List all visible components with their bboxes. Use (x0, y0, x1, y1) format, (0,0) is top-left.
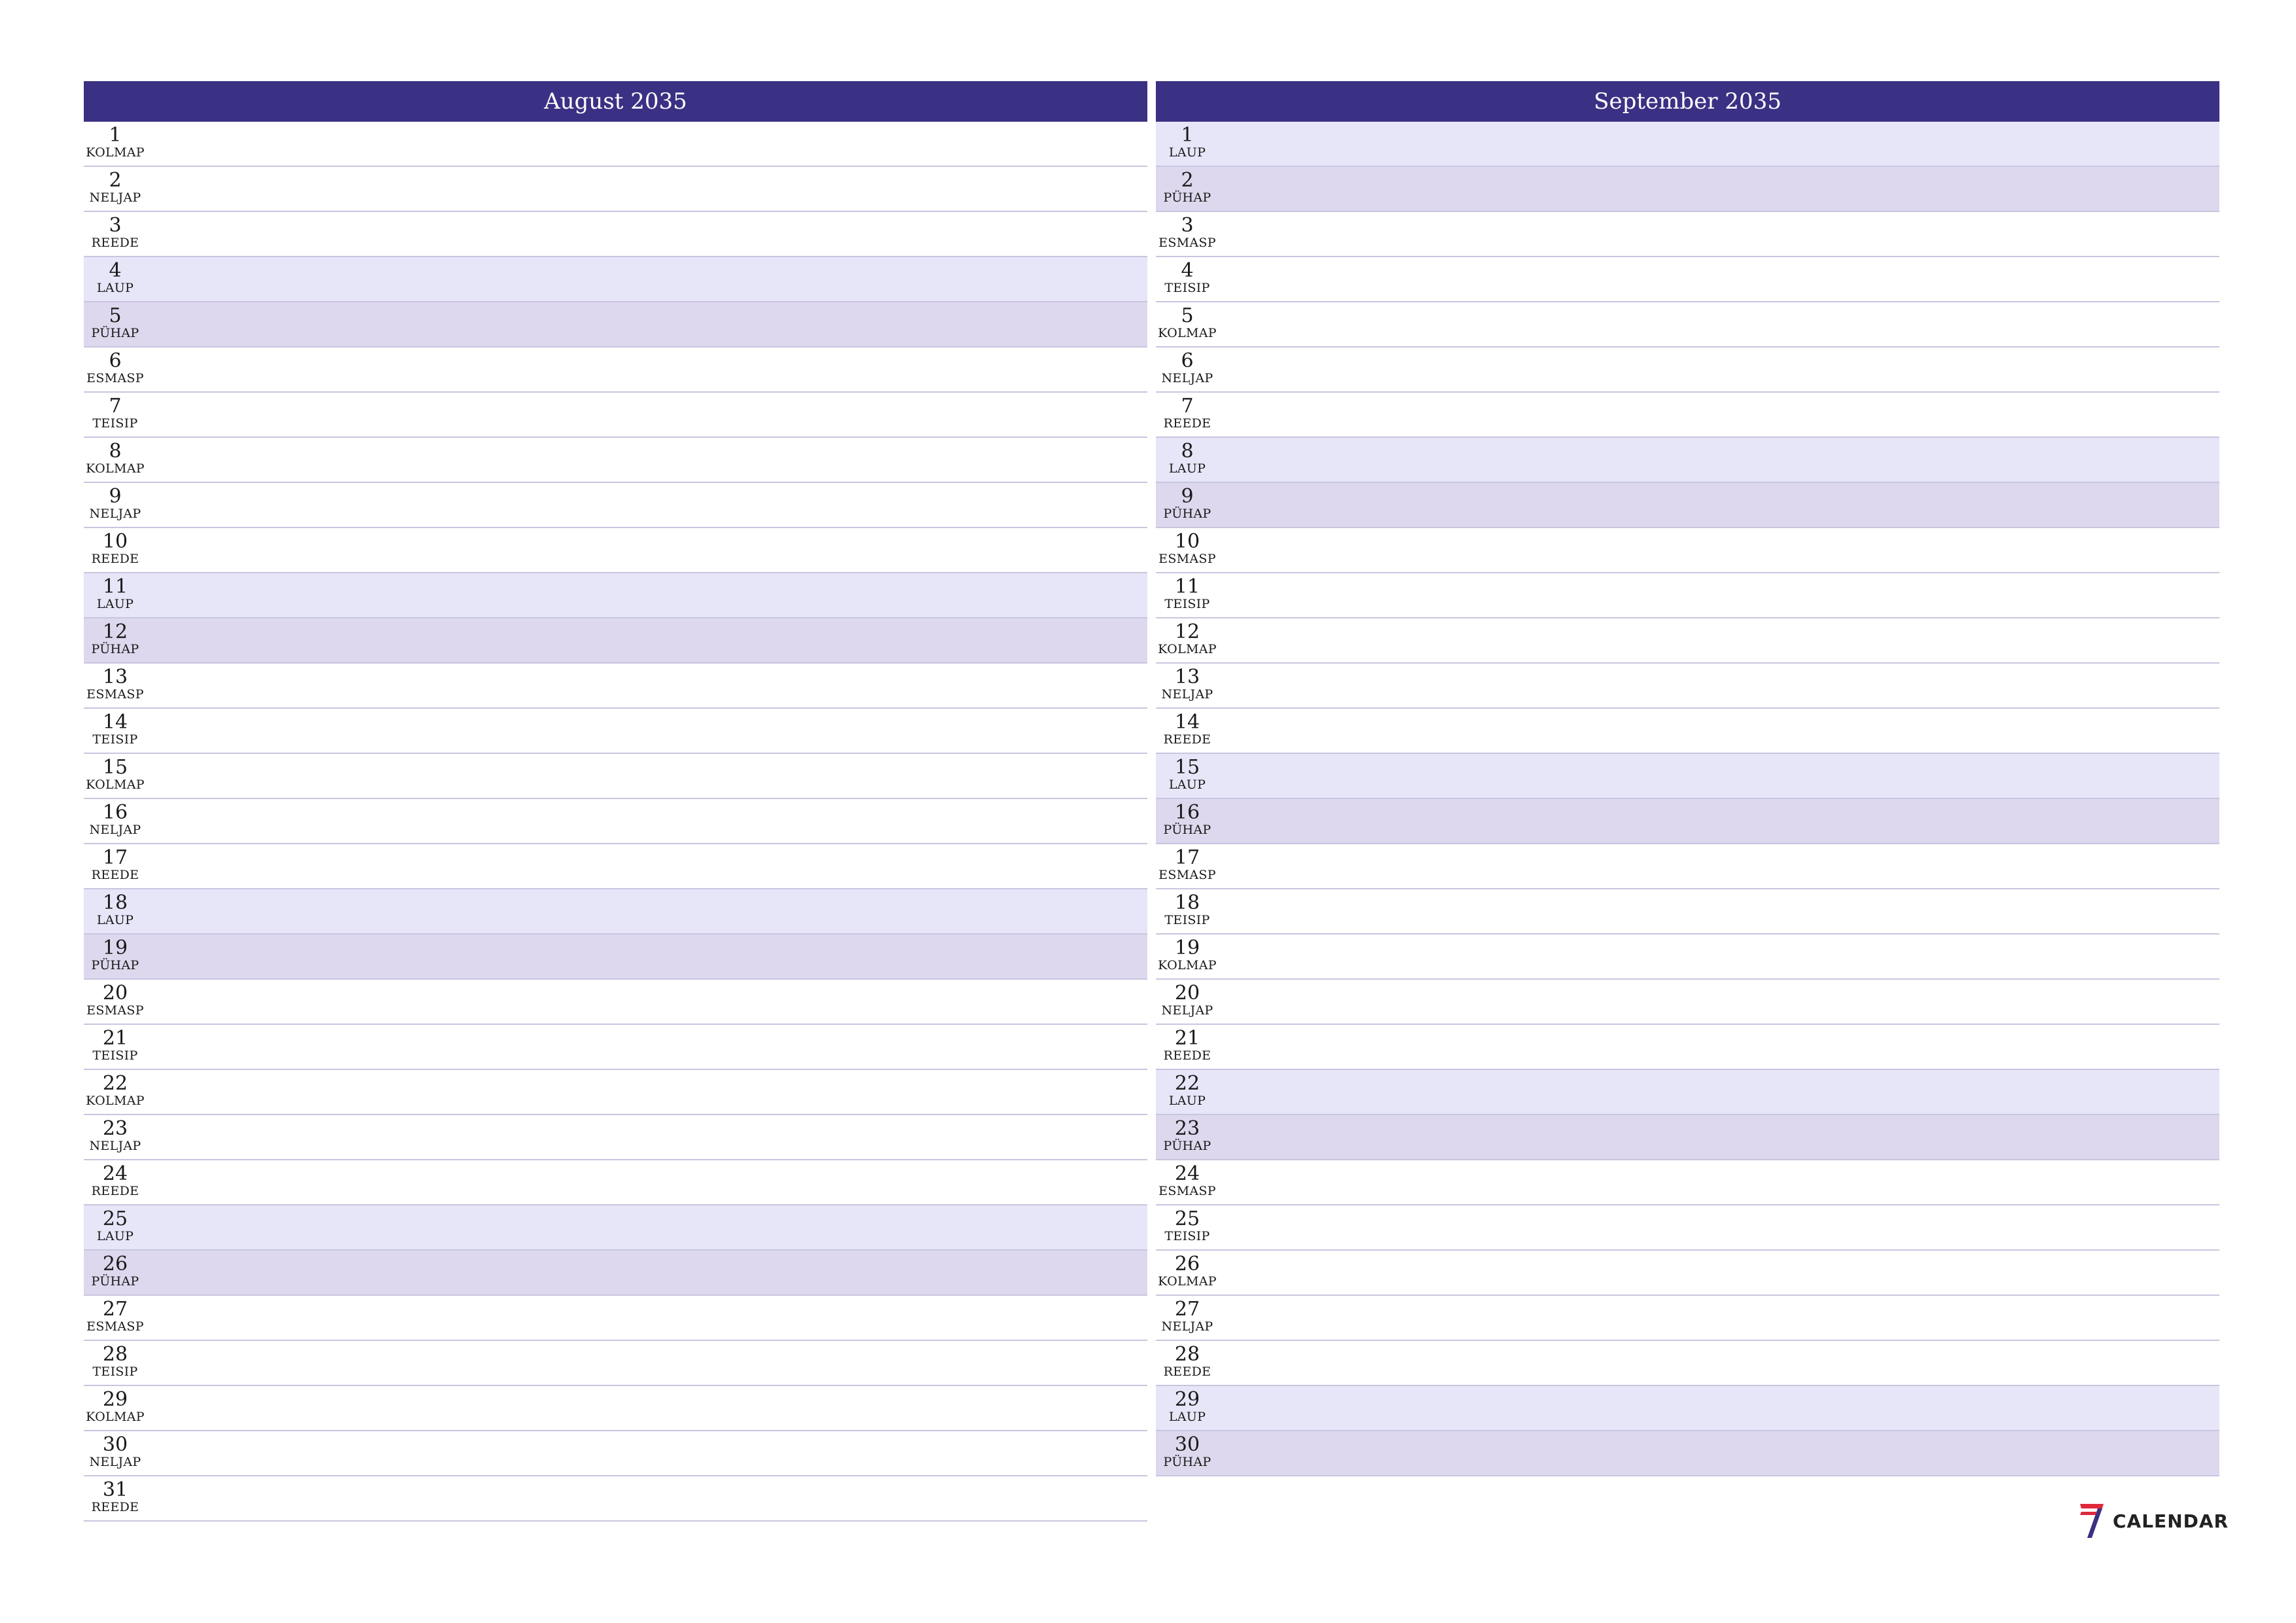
day-number: 4 (109, 259, 122, 282)
weekday-name: LAUP (1168, 145, 1206, 160)
weekday-name: KOLMAP (1158, 642, 1217, 656)
day-cell (1156, 618, 1219, 656)
day-number: 11 (1174, 575, 1200, 598)
weekday-name: PÜHAP (1163, 1139, 1211, 1153)
day-list (84, 122, 1147, 1522)
day-row (1156, 980, 2219, 1025)
weekday-name: KOLMAP (1158, 958, 1217, 972)
day-cell (1156, 754, 1219, 791)
day-number: 15 (1174, 756, 1200, 779)
weekday-name: LAUP (96, 1229, 134, 1243)
weekday-name: LAUP (1168, 461, 1206, 476)
day-row (84, 1341, 1147, 1386)
day-number: 26 (102, 1253, 128, 1275)
day-cell (1156, 935, 1219, 972)
day-row (84, 1251, 1147, 1296)
day-number: 25 (102, 1207, 128, 1230)
weekday-name: TEISIP (1164, 913, 1210, 927)
weekday-name: REEDE (91, 552, 139, 566)
weekday-name: NELJAP (1161, 1003, 1213, 1018)
day-number: 6 (1181, 349, 1194, 372)
day-cell (84, 799, 147, 836)
day-cell (1156, 393, 1219, 430)
day-row (84, 754, 1147, 799)
day-row (1156, 618, 2219, 664)
day-cell (84, 302, 147, 340)
day-number: 17 (1174, 846, 1200, 869)
weekday-name: PÜHAP (91, 958, 139, 972)
day-row (84, 664, 1147, 709)
day-cell (84, 1296, 147, 1333)
weekday-name: KOLMAP (86, 145, 145, 160)
weekday-name: NELJAP (89, 190, 141, 205)
day-row (84, 889, 1147, 935)
weekday-name: KOLMAP (1158, 1274, 1217, 1289)
day-row (84, 980, 1147, 1025)
weekday-name: KOLMAP (86, 1410, 145, 1424)
day-cell (1156, 1341, 1219, 1378)
weekday-name: NELJAP (89, 1455, 141, 1469)
day-number: 27 (102, 1298, 128, 1321)
day-number: 18 (102, 891, 128, 914)
day-row (84, 1386, 1147, 1431)
day-row (1156, 573, 2219, 618)
day-number: 30 (1174, 1433, 1200, 1456)
day-row (84, 1431, 1147, 1476)
day-row (84, 573, 1147, 618)
weekday-name: NELJAP (89, 823, 141, 837)
day-number: 10 (1174, 530, 1200, 553)
day-number: 4 (1181, 259, 1194, 282)
day-cell (84, 709, 147, 746)
day-row (84, 167, 1147, 212)
weekday-name: TEISIP (92, 416, 138, 431)
weekday-name: ESMASP (86, 687, 144, 702)
day-number: 6 (109, 349, 122, 372)
weekday-name: PÜHAP (1163, 1455, 1211, 1469)
weekday-name: PÜHAP (1163, 190, 1211, 205)
day-row (1156, 1386, 2219, 1431)
day-row (84, 1296, 1147, 1341)
day-row (1156, 664, 2219, 709)
day-number: 17 (102, 846, 128, 869)
weekday-name: ESMASP (86, 1319, 144, 1334)
day-cell (1156, 889, 1219, 927)
day-number: 2 (109, 169, 122, 192)
day-row (1156, 709, 2219, 754)
weekday-name: NELJAP (1161, 1319, 1213, 1334)
weekday-name: REEDE (1163, 1048, 1211, 1063)
weekday-name: TEISIP (92, 732, 138, 747)
weekday-name: ESMASP (86, 1003, 144, 1018)
day-cell (1156, 573, 1219, 611)
day-cell (84, 1205, 147, 1243)
day-cell (84, 122, 147, 159)
day-number: 24 (1174, 1162, 1200, 1185)
day-number: 7 (1181, 395, 1194, 418)
day-row (1156, 438, 2219, 483)
month-title: August 2035 (84, 81, 1147, 122)
day-row (1156, 167, 2219, 212)
day-cell (84, 1160, 147, 1198)
day-number: 23 (1174, 1117, 1200, 1140)
day-row (84, 212, 1147, 257)
day-number: 10 (102, 530, 128, 553)
seven-logo-icon (2077, 1503, 2106, 1539)
day-cell (84, 754, 147, 791)
day-cell (1156, 1205, 1219, 1243)
weekday-name: LAUP (1168, 1410, 1206, 1424)
day-cell (1156, 257, 1219, 294)
day-row (1156, 935, 2219, 980)
day-cell (1156, 1025, 1219, 1062)
day-number: 31 (102, 1478, 128, 1501)
weekday-name: ESMASP (1158, 1184, 1216, 1198)
weekday-name: ESMASP (1158, 236, 1216, 250)
day-number: 12 (102, 620, 128, 643)
day-row (1156, 1160, 2219, 1205)
day-cell (1156, 709, 1219, 746)
weekday-name: ESMASP (86, 371, 144, 385)
day-cell (84, 664, 147, 701)
day-cell (84, 438, 147, 475)
day-row (84, 348, 1147, 393)
day-cell (84, 935, 147, 972)
day-cell (1156, 122, 1219, 159)
day-row (1156, 799, 2219, 844)
day-cell (1156, 348, 1219, 385)
weekday-name: NELJAP (1161, 687, 1213, 702)
day-number: 28 (102, 1343, 128, 1366)
day-cell (84, 212, 147, 249)
day-row (84, 844, 1147, 889)
month-title: September 2035 (1156, 81, 2219, 122)
day-cell (1156, 483, 1219, 520)
day-cell (84, 1386, 147, 1423)
day-row (1156, 1431, 2219, 1476)
day-number: 15 (102, 756, 128, 779)
day-number: 3 (1181, 214, 1194, 237)
weekday-name: TEISIP (92, 1048, 138, 1063)
day-row (1156, 1341, 2219, 1386)
day-row (84, 257, 1147, 302)
day-number: 18 (1174, 891, 1200, 914)
day-number: 12 (1174, 620, 1200, 643)
weekday-name: KOLMAP (1158, 326, 1217, 340)
day-row (84, 1160, 1147, 1205)
weekday-name: TEISIP (1164, 1229, 1210, 1243)
day-number: 16 (102, 801, 128, 824)
weekday-name: REEDE (91, 236, 139, 250)
day-row (84, 935, 1147, 980)
day-cell (84, 980, 147, 1017)
day-cell (84, 528, 147, 565)
day-number: 27 (1174, 1298, 1200, 1321)
weekday-name: TEISIP (1164, 597, 1210, 611)
day-row (1156, 1070, 2219, 1115)
day-cell (84, 1431, 147, 1469)
day-cell (84, 1025, 147, 1062)
day-row (84, 438, 1147, 483)
day-number: 20 (1174, 982, 1200, 1005)
weekday-name: REEDE (1163, 732, 1211, 747)
day-row (84, 393, 1147, 438)
day-cell (1156, 1160, 1219, 1198)
day-cell (84, 573, 147, 611)
day-cell (1156, 1115, 1219, 1152)
weekday-name: KOLMAP (86, 777, 145, 792)
day-number: 26 (1174, 1253, 1200, 1275)
day-cell (84, 393, 147, 430)
weekday-name: PÜHAP (91, 642, 139, 656)
weekday-name: TEISIP (92, 1364, 138, 1379)
day-row (1156, 483, 2219, 528)
day-row (1156, 844, 2219, 889)
day-cell (1156, 1431, 1219, 1469)
day-number: 5 (109, 304, 122, 327)
day-row (84, 122, 1147, 167)
day-number: 8 (1181, 440, 1194, 463)
day-row (84, 1115, 1147, 1160)
month-september (1156, 81, 2219, 1476)
weekday-name: LAUP (96, 281, 134, 295)
day-row (1156, 302, 2219, 348)
weekday-name: REEDE (1163, 1364, 1211, 1379)
day-number: 13 (102, 666, 128, 688)
day-number: 28 (1174, 1343, 1200, 1366)
day-cell (1156, 302, 1219, 340)
weekday-name: KOLMAP (86, 1094, 145, 1108)
day-row (84, 1070, 1147, 1115)
weekday-name: ESMASP (1158, 552, 1216, 566)
day-number: 20 (102, 982, 128, 1005)
day-number: 13 (1174, 666, 1200, 688)
weekday-name: KOLMAP (86, 461, 145, 476)
day-row (1156, 1251, 2219, 1296)
day-number: 22 (102, 1072, 128, 1095)
day-number: 24 (102, 1162, 128, 1185)
day-number: 29 (102, 1388, 128, 1411)
day-row (1156, 1115, 2219, 1160)
weekday-name: REEDE (1163, 416, 1211, 431)
day-number: 14 (1174, 711, 1200, 734)
day-number: 5 (1181, 304, 1194, 327)
day-number: 11 (102, 575, 128, 598)
day-row (84, 1476, 1147, 1522)
day-cell (84, 618, 147, 656)
day-row (84, 1025, 1147, 1070)
day-cell (84, 348, 147, 385)
day-cell (84, 257, 147, 294)
day-row (84, 302, 1147, 348)
day-cell (1156, 167, 1219, 204)
day-row (84, 618, 1147, 664)
day-cell (84, 1070, 147, 1107)
logo-text: CALENDAR (2113, 1510, 2229, 1532)
day-row (1156, 889, 2219, 935)
day-number: 21 (1174, 1027, 1200, 1050)
day-cell (84, 889, 147, 927)
day-cell (1156, 1070, 1219, 1107)
day-row (1156, 122, 2219, 167)
day-cell (1156, 1296, 1219, 1333)
day-row (84, 709, 1147, 754)
day-row (84, 799, 1147, 844)
day-number: 22 (1174, 1072, 1200, 1095)
day-cell (84, 1476, 147, 1514)
day-number: 30 (102, 1433, 128, 1456)
day-cell (84, 844, 147, 882)
day-cell (1156, 1251, 1219, 1288)
day-row (1156, 754, 2219, 799)
weekday-name: ESMASP (1158, 868, 1216, 882)
weekday-name: NELJAP (89, 507, 141, 521)
day-row (1156, 348, 2219, 393)
day-number: 16 (1174, 801, 1200, 824)
day-cell (84, 1251, 147, 1288)
day-cell (84, 483, 147, 520)
weekday-name: TEISIP (1164, 281, 1210, 295)
day-cell (1156, 1386, 1219, 1423)
weekday-name: REEDE (91, 868, 139, 882)
day-number: 29 (1174, 1388, 1200, 1411)
day-list (1156, 122, 2219, 1476)
day-number: 1 (109, 124, 122, 147)
day-row (1156, 212, 2219, 257)
weekday-name: REEDE (91, 1184, 139, 1198)
day-number: 1 (1181, 124, 1194, 147)
day-row (1156, 528, 2219, 573)
day-number: 14 (102, 711, 128, 734)
day-cell (1156, 528, 1219, 565)
weekday-name: LAUP (96, 913, 134, 927)
day-number: 7 (109, 395, 122, 418)
weekday-name: PÜHAP (1163, 507, 1211, 521)
weekday-name: NELJAP (89, 1139, 141, 1153)
day-row (1156, 1296, 2219, 1341)
weekday-name: LAUP (1168, 777, 1206, 792)
day-cell (1156, 664, 1219, 701)
day-cell (1156, 799, 1219, 836)
day-row (1156, 1205, 2219, 1251)
day-number: 3 (109, 214, 122, 237)
day-cell (1156, 844, 1219, 882)
day-row (84, 483, 1147, 528)
day-cell (84, 1115, 147, 1152)
day-number: 9 (1181, 485, 1194, 508)
day-number: 2 (1181, 169, 1194, 192)
day-number: 21 (102, 1027, 128, 1050)
day-number: 19 (102, 936, 128, 959)
day-row (84, 528, 1147, 573)
day-number: 19 (1174, 936, 1200, 959)
weekday-name: REEDE (91, 1500, 139, 1514)
day-number: 23 (102, 1117, 128, 1140)
day-row (1156, 1025, 2219, 1070)
weekday-name: LAUP (96, 597, 134, 611)
day-row (1156, 393, 2219, 438)
day-cell (84, 1341, 147, 1378)
day-cell (1156, 980, 1219, 1017)
day-cell (1156, 212, 1219, 249)
day-row (84, 1205, 1147, 1251)
month-august (84, 81, 1147, 1522)
weekday-name: PÜHAP (91, 326, 139, 340)
weekday-name: NELJAP (1161, 371, 1213, 385)
day-cell (1156, 438, 1219, 475)
day-number: 8 (109, 440, 122, 463)
calendar-logo (2077, 1503, 2229, 1539)
weekday-name: PÜHAP (1163, 823, 1211, 837)
day-cell (84, 167, 147, 204)
weekday-name: PÜHAP (91, 1274, 139, 1289)
day-number: 9 (109, 485, 122, 508)
day-number: 25 (1174, 1207, 1200, 1230)
day-row (1156, 257, 2219, 302)
weekday-name: LAUP (1168, 1094, 1206, 1108)
